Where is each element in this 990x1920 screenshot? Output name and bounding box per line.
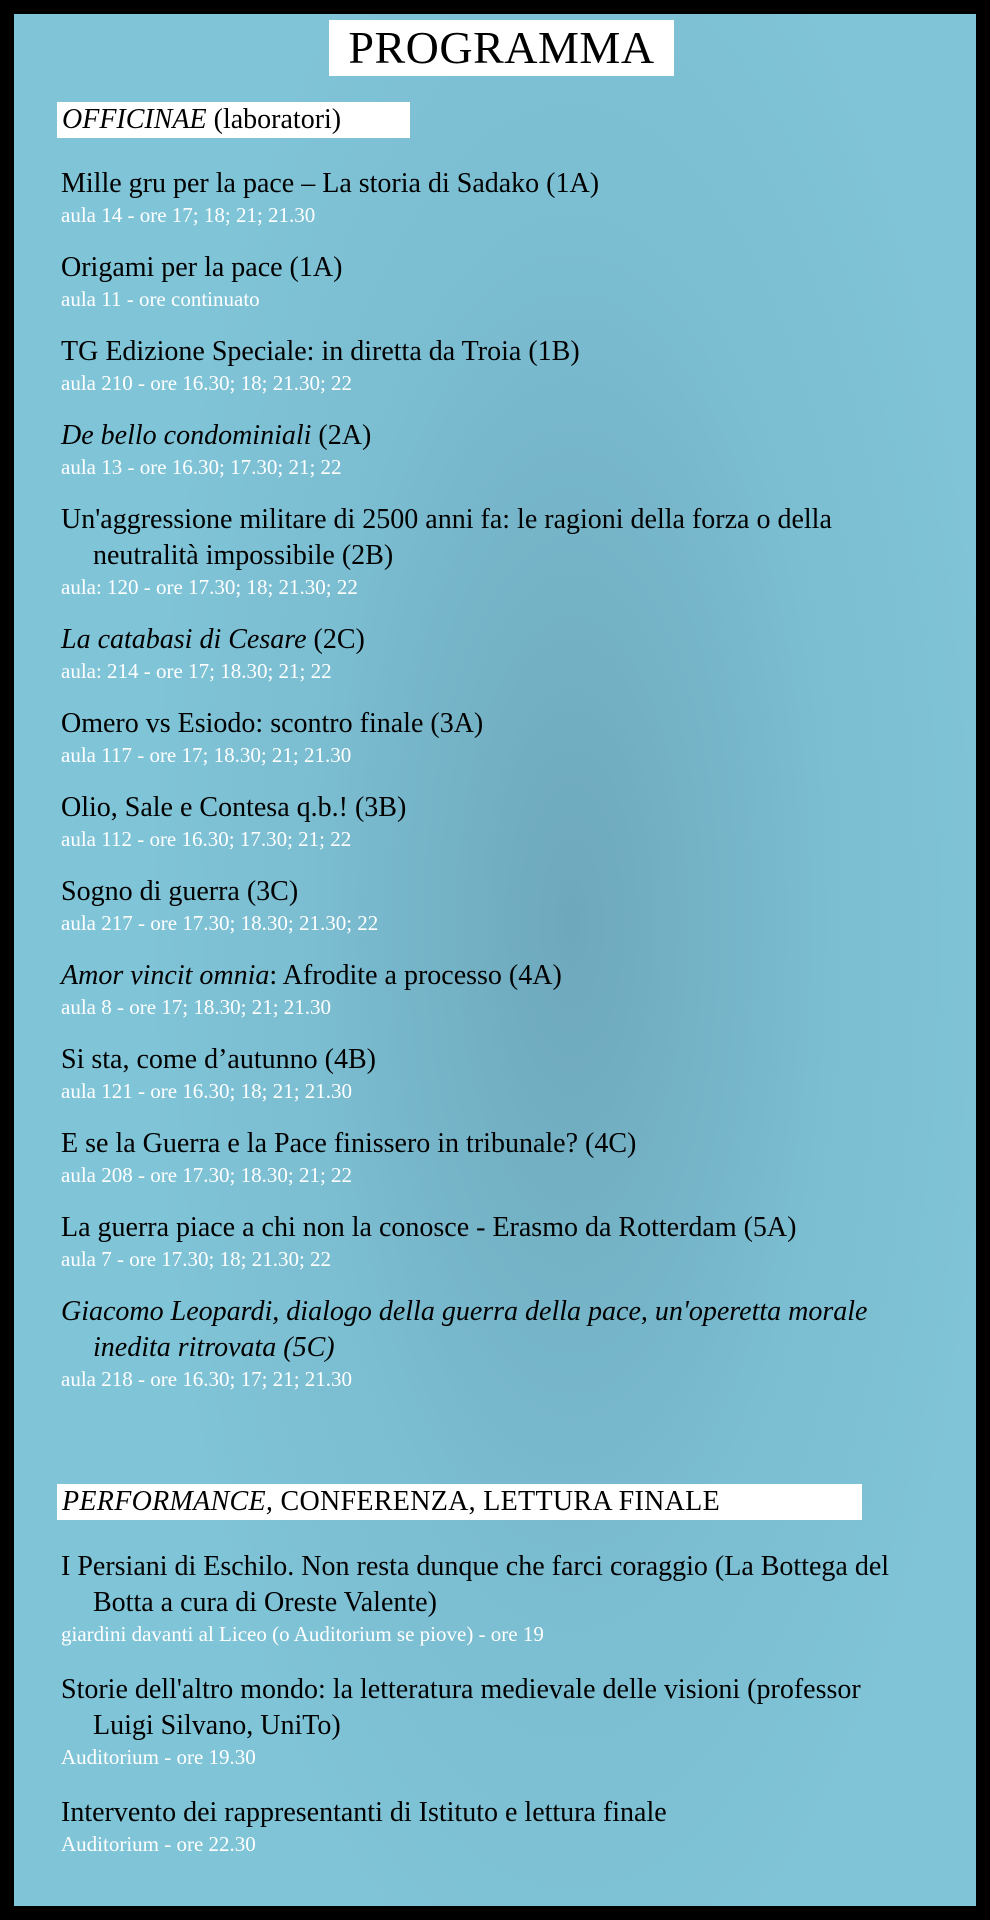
list-item: [61, 790, 901, 852]
item-detail: Auditorium - ore 22.30: [61, 1832, 256, 1856]
list-item: [61, 958, 901, 1020]
list-item: [61, 166, 901, 228]
list-item: [61, 1672, 901, 1770]
list-item: [61, 622, 901, 684]
item-title: [61, 622, 901, 658]
item-title: Un'aggressione militare di 2500 anni fa: le ragioni della forza o della neutralità impossibile (2B): [61, 504, 832, 571]
item-detail: aula 217 - ore 17.30; 18.30; 21.30; 22: [61, 911, 379, 935]
item-detail: aula 112 - ore 16.30; 17.30; 21; 22: [61, 827, 352, 851]
item-title: TG Edizione Speciale: in diretta da Troia (1B): [61, 336, 580, 367]
item-detail: aula 117 - ore 17; 18.30; 21; 21.30: [61, 743, 352, 767]
item-detail: aula 8 - ore 17; 18.30; 21; 21.30: [61, 995, 332, 1019]
item-title-italic: La catabasi di Cesare: [61, 624, 307, 655]
item-title: Giacomo Leopardi, dialogo della guerra della pace, un'operetta morale inedita ritrovata (5C): [61, 1296, 868, 1363]
item-title: Omero vs Esiodo: scontro finale (3A): [61, 708, 484, 739]
item-title-rest: (2C): [306, 624, 365, 655]
list-item: [61, 1294, 901, 1392]
item-title-italic: De bello condominiali: [61, 420, 312, 451]
list-item: [61, 418, 901, 480]
item-detail: aula 11 - ore continuato: [61, 287, 260, 311]
list-item: [61, 1795, 901, 1857]
item-detail: aula 7 - ore 17.30; 18; 21.30; 22: [61, 1247, 332, 1271]
item-title: La guerra piace a chi non la conosce - Erasmo da Rotterdam (5A): [61, 1212, 797, 1243]
section-heading-performance: [57, 1484, 862, 1520]
list-item: [61, 1549, 901, 1647]
page-title: PROGRAMMA: [329, 20, 674, 76]
officinae-list: [61, 166, 901, 1414]
item-title-italic: Amor vincit omnia: [61, 960, 270, 991]
program-panel: [14, 14, 976, 1906]
item-title: Storie dell'altro mondo: la letteratura medievale delle visioni (professor Luigi Silvano, UniTo): [61, 1674, 861, 1741]
section-heading-italic: OFFICINAE: [62, 104, 207, 135]
item-title: Si sta, come d’autunno (4B): [61, 1044, 376, 1075]
item-detail: aula: 120 - ore 17.30; 18; 21.30; 22: [61, 575, 358, 599]
item-detail: aula 13 - ore 16.30; 17.30; 21; 22: [61, 455, 342, 479]
list-item: [61, 1210, 901, 1272]
item-detail: giardini davanti al Liceo (o Auditorium se piove) - ore 19: [61, 1622, 544, 1646]
section-heading-officinae: [57, 102, 410, 138]
item-detail: aula 218 - ore 16.30; 17; 21; 21.30: [61, 1367, 353, 1391]
item-title-rest: (2A): [311, 420, 372, 451]
section-heading-rest: CONFERENZA, LETTURA FINALE: [273, 1486, 720, 1517]
item-title: [61, 418, 901, 454]
item-detail: aula 121 - ore 16.30; 18; 21; 21.30: [61, 1079, 353, 1103]
item-detail: aula 14 - ore 17; 18; 21; 21.30: [61, 203, 316, 227]
list-item: [61, 1042, 901, 1104]
item-title: Intervento dei rappresentanti di Istituto e lettura finale: [61, 1797, 667, 1828]
item-title-rest: : Afrodite a processo (4A): [269, 960, 562, 991]
item-title: Origami per la pace (1A): [61, 252, 343, 283]
section-heading-italic: PERFORMANCE,: [62, 1486, 274, 1517]
list-item: [61, 250, 901, 312]
item-detail: aula 208 - ore 17.30; 18.30; 21; 22: [61, 1163, 353, 1187]
performance-list: [61, 1549, 901, 1882]
item-title: Mille gru per la pace – La storia di Sadako (1A): [61, 168, 600, 199]
item-title: [61, 958, 901, 994]
item-title: I Persiani di Eschilo. Non resta dunque che farci coraggio (La Bottega del Botta a cura di Oreste Valente): [61, 1551, 890, 1618]
item-detail: aula 210 - ore 16.30; 18; 21.30; 22: [61, 371, 353, 395]
item-title: E se la Guerra e la Pace finissero in tribunale? (4C): [61, 1128, 637, 1159]
item-detail: Auditorium - ore 19.30: [61, 1745, 256, 1769]
list-item: [61, 706, 901, 768]
list-item: [61, 334, 901, 396]
list-item: [61, 1126, 901, 1188]
list-item: [61, 502, 901, 600]
item-detail: aula: 214 - ore 17; 18.30; 21; 22: [61, 659, 332, 683]
section-heading-rest: (laboratori): [206, 104, 342, 135]
item-title: Olio, Sale e Contesa q.b.! (3B): [61, 792, 407, 823]
item-title: Sogno di guerra (3C): [61, 876, 299, 907]
list-item: [61, 874, 901, 936]
